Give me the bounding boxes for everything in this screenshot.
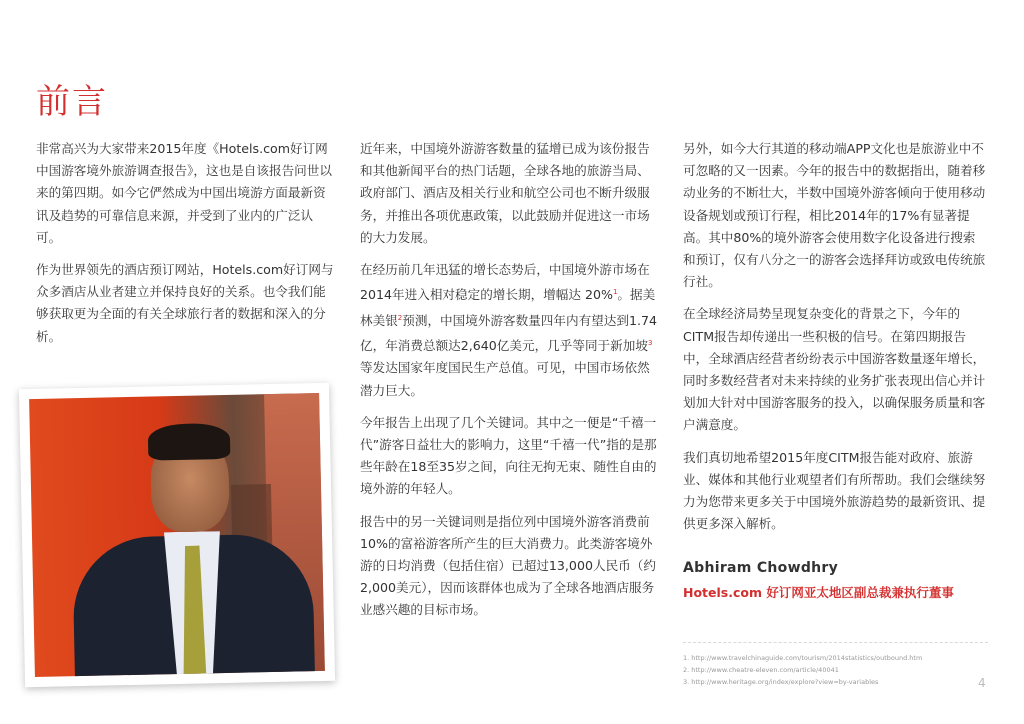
portrait-hair (148, 423, 231, 461)
page-number: 4 (978, 676, 986, 690)
footnote-3[interactable]: 3. http://www.heritage.org/index/explore?view=by-variables (683, 678, 879, 686)
middle-paragraph-1: 近年来，中国境外游游客数量的猛增已成为该份报告和其他新闻平台的热门话题，全球各地的旅游当局、政府部门、酒店及相关行业和航空公司也不断升级服务，并推出各项优惠政策，以此鼓励并促进这一市场的大力发展。 (360, 141, 650, 245)
column-right (683, 138, 988, 545)
middle-paragraph-2-part-c: 预测，中国境外游客数量四年内有望达到1.74亿，年消费总额达2,640亿美元，几乎等同于新加坡 (360, 312, 657, 354)
middle-paragraph-2-part-d: 等发达国家年度国民生产总值。可见，中国市场依然潜力巨大。 (360, 360, 650, 398)
signature-title: Hotels.com 好订网亚太地区副总裁兼执行董事 (683, 585, 954, 600)
executive-portrait-photo (19, 383, 335, 687)
page-title: 前言 (36, 82, 108, 122)
middle-paragraph-2-part-a: 在经历前几年迅猛的增长态势后，中国境外游市场在2014年进入相对稳定的增长期，增幅达 20% (360, 262, 650, 303)
footnote-2[interactable]: 2. http://www.cheatre-eleven.com/article/40041 (683, 666, 839, 674)
footnote-ref-1: 1 (612, 288, 618, 297)
right-paragraph-3: 我们真切地希望2015年度CITM报告能对政府、旅游业、媒体和其他行业观望者们有所帮助。我们会继续努力为您带来更多关于中国境外旅游趋势的最新资讯、提供更多深入解析。 (683, 449, 986, 532)
right-paragraph-1: 另外，如今大行其道的移动端APP文化也是旅游业中不可忽略的又一因素。今年的报告中的数据指出，随着移动业务的不断壮大，半数中国境外游客倾向于使用移动设备规划或预订行程，相比2014年的17%有显著提高。其中80%的境外游客会使用数字化设备进行搜索和预订，仅有八分之一的游客会选择拜访或致电传统旅行社。 (683, 141, 986, 290)
signature-name: Abhiram Chowdhry (683, 560, 839, 576)
middle-paragraph-4: 报告中的另一关键词则是指位列中国境外游客消费前10%的富裕游客所产生的巨大消费力。此类游客境外游的日均消费（包括住宿）已超过13,000人民币（约2,000美元），因而该群体也成为了全球各地酒店服务业感兴趣的目标市场。 (360, 513, 656, 618)
middle-paragraph-3: 今年报告上出现了几个关键词。其中之一便是“千禧一代”游客日益壮大的影响力，这里“千禧一代”指的是那些年龄在18至35岁之间，向往无拘无束、随性自由的境外游的年轻人。 (360, 414, 657, 497)
middle-paragraph-2-part-b: 。据美林美银 (360, 287, 656, 328)
footnote-1[interactable]: 1. http://www.travelchinaguide.com/tourism/2014statistics/outbound.htm (683, 654, 923, 662)
right-paragraph-2: 在全球经济局势呈现复杂变化的背景之下，今年的CITM报告却传递出一些积极的信号。在第四期报告中，全球酒店经营者纷纷表示中国游客数量逐年增长，同时多数经营者对未来持续的业务扩张表现出信心并计划加大针对中国游客服务的投入，以确保服务质量和客户满意度。 (683, 306, 986, 433)
middle-paragraph-2 (360, 259, 662, 402)
column-left (36, 138, 338, 358)
intro-paragraph-1: 非常高兴为大家带来2015年度《Hotels.com好订网中国游客境外旅游调查报告》，这也是自该报告问世以来的第四期。如今它俨然成为中国出境游方面最新资讯及趋势的可靠信息来源，并受到了业内的广泛认可。 (36, 141, 332, 245)
footnote-ref-2: 2 (397, 313, 403, 322)
portrait-image (29, 393, 325, 677)
column-middle (360, 138, 662, 632)
footnote-ref-3: 3 (647, 339, 653, 347)
footnote-divider (683, 642, 988, 643)
intro-paragraph-2: 作为世界领先的酒店预订网站，Hotels.com好订网与众多酒店从业者建立并保持良好的关系。也令我们能够获取更为全面的有关全球旅行者的数据和深入的分析。 (36, 262, 334, 344)
